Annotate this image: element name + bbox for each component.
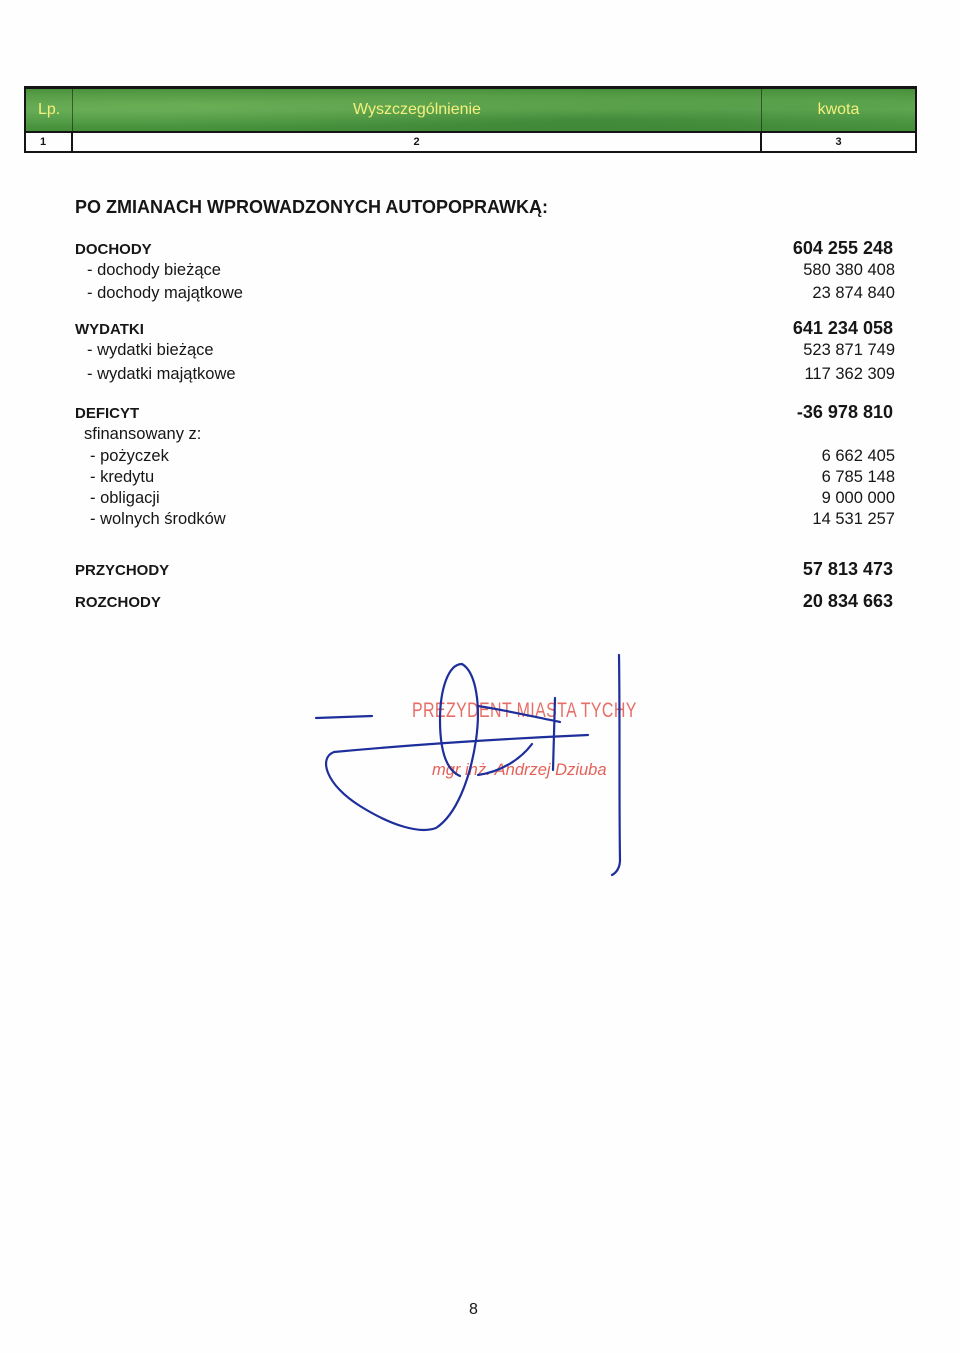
row-rozchody <box>75 590 895 612</box>
header-table <box>24 86 917 153</box>
amount-przychody: 57 813 473 <box>802 559 893 579</box>
row-wydatki-biezace <box>75 339 895 361</box>
item-amount: 580 380 408 <box>803 261 895 279</box>
section-label-wydatki: WYDATKI <box>75 321 144 338</box>
row-dochody <box>75 237 895 259</box>
amount-deficyt: -36 978 810 <box>796 402 893 422</box>
item-label: - pożyczek <box>90 447 169 465</box>
column-number-2: 2 <box>73 133 762 151</box>
amount-rozchody: 20 834 663 <box>802 591 893 611</box>
row-wydatki-majatkowe <box>75 363 895 385</box>
item-label: - wydatki bieżące <box>87 341 214 359</box>
stamp-name: mgr inż. Andrzej Dziuba <box>432 761 607 779</box>
section-label-dochody: DOCHODY <box>75 241 152 258</box>
column-number-1: 1 <box>26 133 73 151</box>
stamp-office: PREZYDENT MIASTA TYCHY <box>412 699 637 722</box>
signature-long-vertical-stroke <box>612 655 620 875</box>
section-label-przychody: PRZYCHODY <box>75 562 170 579</box>
row-financed-by <box>75 423 895 445</box>
item-amount: 9 000 000 <box>821 489 895 507</box>
item-amount: 6 785 148 <box>821 468 895 486</box>
row-wydatki <box>75 317 895 339</box>
row-pozyczek <box>75 445 895 467</box>
page-number: 8 <box>469 1301 478 1318</box>
column-number-row <box>26 133 915 151</box>
amount-wydatki: 641 234 058 <box>792 318 893 338</box>
row-obligacji <box>75 487 895 509</box>
header-cell-description: Wyszczególnienie <box>73 89 762 131</box>
item-label: - wydatki majątkowe <box>87 365 236 383</box>
column-number-3: 3 <box>835 136 842 148</box>
item-amount: 23 874 840 <box>812 284 895 302</box>
header-row <box>26 89 915 133</box>
item-amount: 523 871 749 <box>803 341 895 359</box>
section-label-deficyt: DEFICYT <box>75 405 140 422</box>
row-przychody <box>75 558 895 580</box>
amount-dochody: 604 255 248 <box>792 238 893 258</box>
item-amount: 117 362 309 <box>804 365 895 383</box>
row-dochody-biezace <box>75 259 895 281</box>
item-label: - wolnych środków <box>90 510 226 528</box>
signature-dash-stroke <box>316 716 372 718</box>
financed-by-label: sfinansowany z: <box>84 425 202 443</box>
row-deficyt <box>75 401 895 423</box>
item-label: - obligacji <box>90 489 160 507</box>
section-label-rozchody: ROZCHODY <box>75 594 161 611</box>
signature-main-loop-stroke <box>326 664 588 830</box>
header-cell-lp: Lp. <box>26 89 73 131</box>
row-dochody-majatkowe <box>75 282 895 304</box>
header-cell-amount: kwota <box>817 101 860 118</box>
item-amount: 14 531 257 <box>812 510 895 528</box>
item-label: - dochody bieżące <box>87 261 221 279</box>
item-amount: 6 662 405 <box>821 447 895 465</box>
item-label: - dochody majątkowe <box>87 284 243 302</box>
row-wolnych-srodkow <box>75 508 895 530</box>
document-title: PO ZMIANACH WPROWADZONYCH AUTOPOPRAWKĄ: <box>75 197 548 217</box>
item-label: - kredytu <box>90 468 155 486</box>
row-kredytu <box>75 466 895 488</box>
